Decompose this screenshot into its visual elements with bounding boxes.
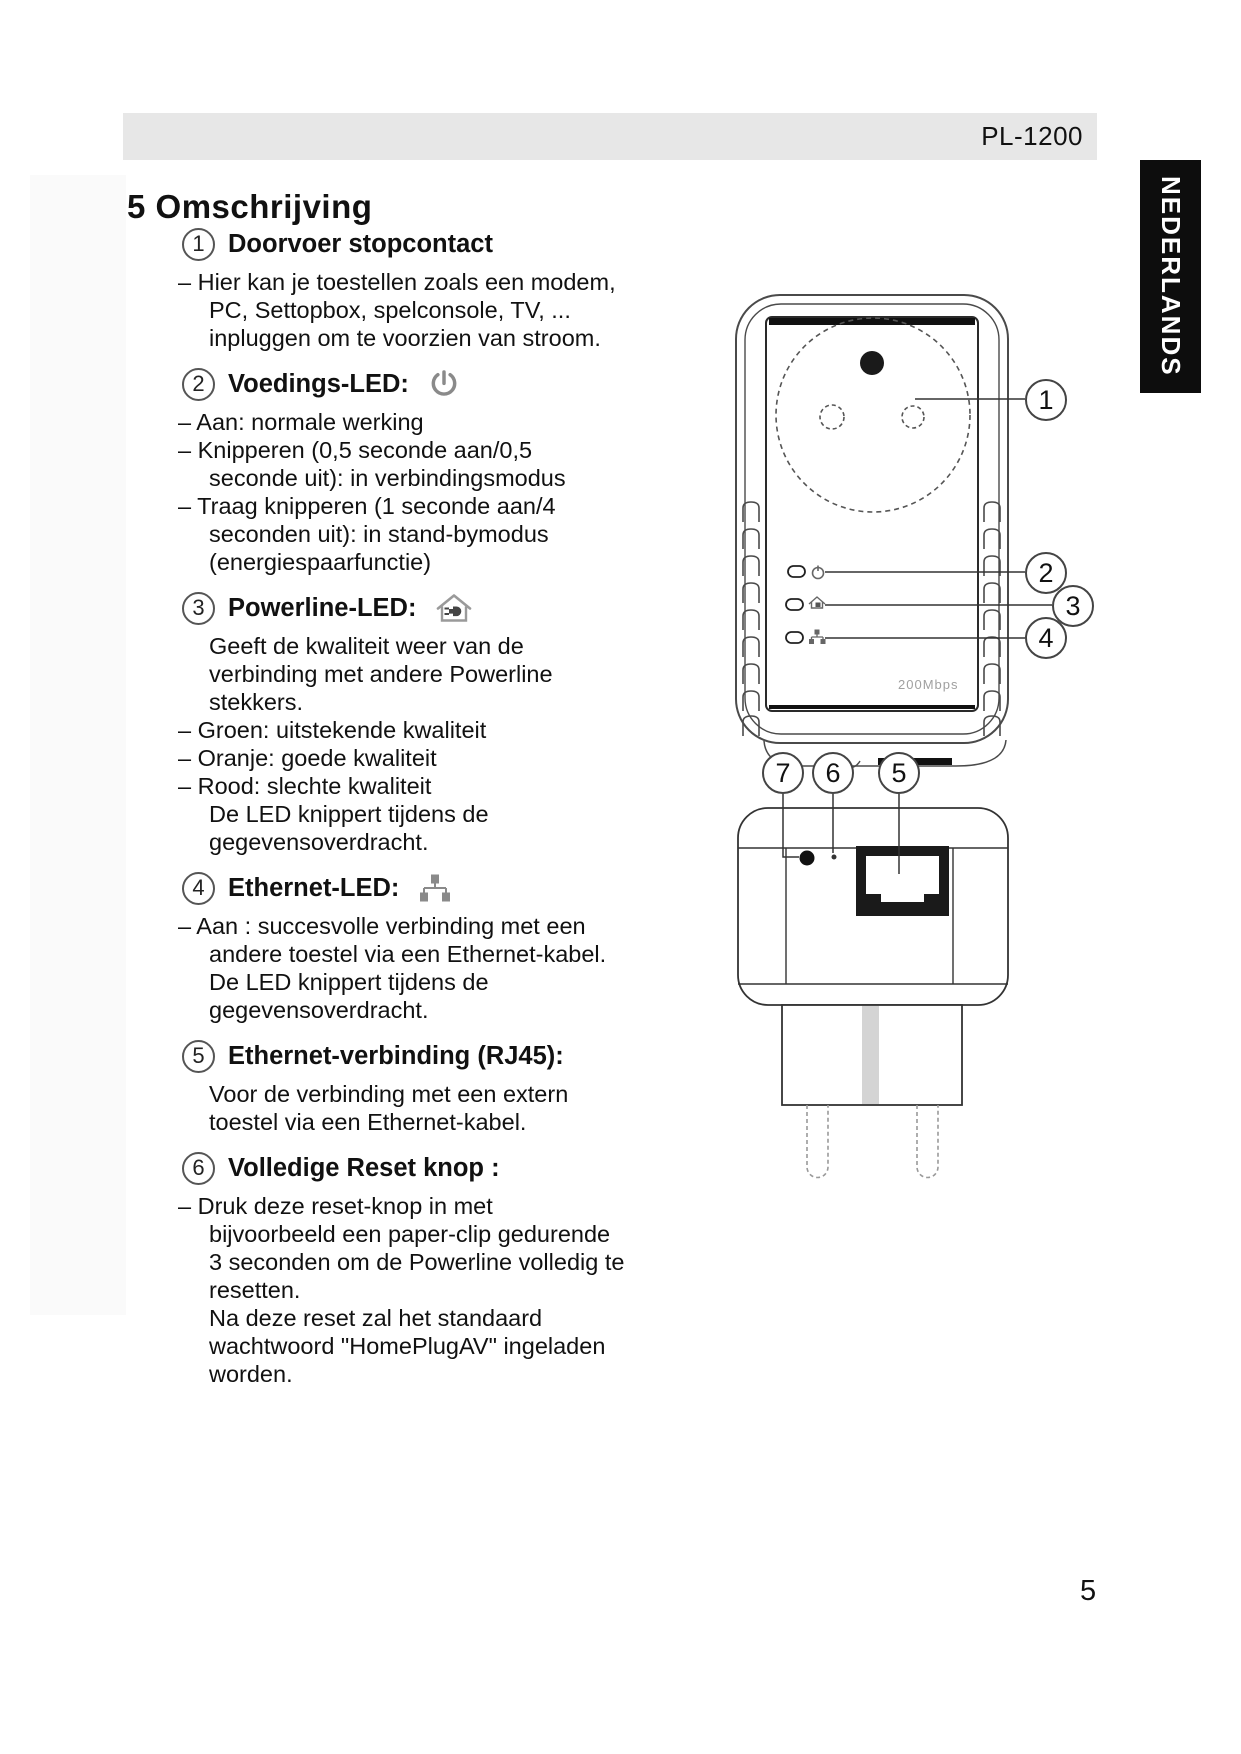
callout-5-rj45: 5 (878, 752, 920, 794)
device-front-panel (766, 317, 978, 711)
language-tab-label: NEDERLANDS (1156, 176, 1186, 377)
body-line: – Oranje: goede kwaliteit (178, 745, 437, 771)
body-line: verbinding met andere Powerline (209, 661, 553, 687)
section-reset-button (178, 1150, 723, 1388)
callout-leader-lines (825, 399, 1052, 638)
section-title: Doorvoer stopcontact (228, 229, 493, 258)
body-line: Voor de verbinding met een extern (209, 1081, 569, 1107)
ethernet-network-icon (418, 873, 452, 904)
socket-hole-right (902, 406, 924, 428)
body-line: – Groen: uitstekende kwaliteit (178, 717, 487, 743)
power-icon (813, 566, 824, 579)
page-number: 5 (1080, 1575, 1097, 1607)
powerline-house-icon (809, 597, 825, 608)
speed-rating-label: 200Mbps (898, 677, 959, 692)
body-line: – Aan : succesvolle verbinding met een (178, 913, 586, 939)
section-heading (178, 226, 723, 262)
power-icon (428, 370, 460, 398)
item-number-badge: 2 (182, 368, 215, 401)
device-bottom-view-illustration (700, 760, 1060, 1200)
callout-3-powerline-led: 3 (1052, 585, 1094, 627)
powerline-house-icon (435, 592, 473, 625)
body-line: De LED knippert tijdens de (209, 969, 489, 995)
body-line: gegevensoverdracht. (209, 997, 429, 1023)
ethernet-network-icon (809, 630, 826, 645)
body-line: – Traag knipperen (1 seconde aan/4 (178, 493, 556, 519)
body-line: bijvoorbeeld een paper-clip gedurende (209, 1221, 611, 1247)
body-line: andere toestel via een Ethernet-kabel. (209, 941, 607, 967)
body-line: Geeft de kwaliteit weer van de (209, 633, 524, 659)
body-line: – Hier kan je toestellen zoals een modem, (178, 269, 616, 295)
section-passthrough-socket (178, 226, 723, 352)
body-line: Na deze reset zal het standaard (209, 1305, 543, 1331)
body-line: – Druk deze reset-knop in met (178, 1193, 493, 1219)
plug-block-stripe (862, 1006, 879, 1104)
item-number-badge: 4 (182, 872, 215, 905)
callout-4-ethernet-led: 4 (1025, 617, 1067, 659)
model-label: PL-1200 (981, 121, 1083, 151)
callout-1-socket: 1 (1025, 379, 1067, 421)
plug-pins (807, 1105, 938, 1178)
callout-2-power-led: 2 (1025, 552, 1067, 594)
device-front-view-illustration (700, 280, 1060, 780)
description-list (178, 212, 723, 1388)
item-number-badge: 1 (182, 228, 215, 261)
body-line: resetten. (209, 1277, 301, 1303)
body-line: wachtwoord "HomePlugAV" ingeladen (209, 1333, 606, 1359)
led-power (788, 566, 805, 577)
callout-6-reset: 6 (812, 752, 854, 794)
body-line: (energiespaarfunctie) (209, 549, 432, 575)
section-title: Volledige Reset knop : (228, 1153, 500, 1182)
header-bar (123, 113, 1097, 160)
item-number-badge: 6 (182, 1152, 215, 1185)
item-number-badge: 5 (182, 1040, 215, 1073)
section-heading (178, 366, 723, 402)
section-heading (178, 590, 723, 626)
body-line: De LED knippert tijdens de (209, 801, 489, 827)
rj45-port (856, 846, 949, 916)
body-line: seconde uit): in verbindingsmodus (209, 465, 566, 491)
callout-7-dot: 7 (762, 752, 804, 794)
vent-slots (743, 502, 1000, 736)
body-line: toestel via een Ethernet-kabel. (209, 1109, 527, 1135)
language-tab (1140, 160, 1201, 393)
led-powerline (786, 599, 803, 610)
section-title: Voedings-LED: (228, 369, 409, 398)
section-ethernet-port (178, 1038, 723, 1136)
item-number-badge: 3 (182, 592, 215, 625)
body-line: stekkers. (209, 689, 304, 715)
section-power-led (178, 366, 723, 576)
plug-detect-dot (800, 851, 815, 866)
section-powerline-led (178, 590, 723, 856)
body-line: gegevensoverdracht. (209, 829, 429, 855)
led-ethernet (786, 632, 803, 643)
body-line: – Knipperen (0,5 seconde aan/0,5 (178, 437, 533, 463)
reset-pinhole (832, 855, 837, 860)
section-title: Ethernet-verbinding (RJ45): (228, 1041, 564, 1070)
body-line: 3 seconden om de Powerline volledig te (209, 1249, 625, 1275)
section-heading (178, 870, 723, 906)
section-ethernet-led (178, 870, 723, 1024)
scan-artifact (30, 175, 126, 1315)
body-line: PC, Settopbox, spelconsole, TV, ... (209, 297, 571, 323)
socket-ground-pin (860, 351, 884, 375)
socket-hole-left (820, 405, 844, 429)
body-line: seconden uit): in stand-bymodus (209, 521, 549, 547)
section-heading (178, 1038, 723, 1074)
body-line: inpluggen om te voorzien van stroom. (209, 325, 601, 351)
section-title: Ethernet-LED: (228, 873, 400, 902)
body-line: – Aan: normale werking (178, 409, 424, 435)
page-title: 5 Omschrijving (127, 188, 373, 226)
section-heading (178, 1150, 723, 1186)
section-title: Powerline-LED: (228, 593, 417, 622)
socket-recess (776, 318, 970, 512)
body-line: – Rood: slechte kwaliteit (178, 773, 432, 799)
body-line: worden. (209, 1361, 293, 1387)
